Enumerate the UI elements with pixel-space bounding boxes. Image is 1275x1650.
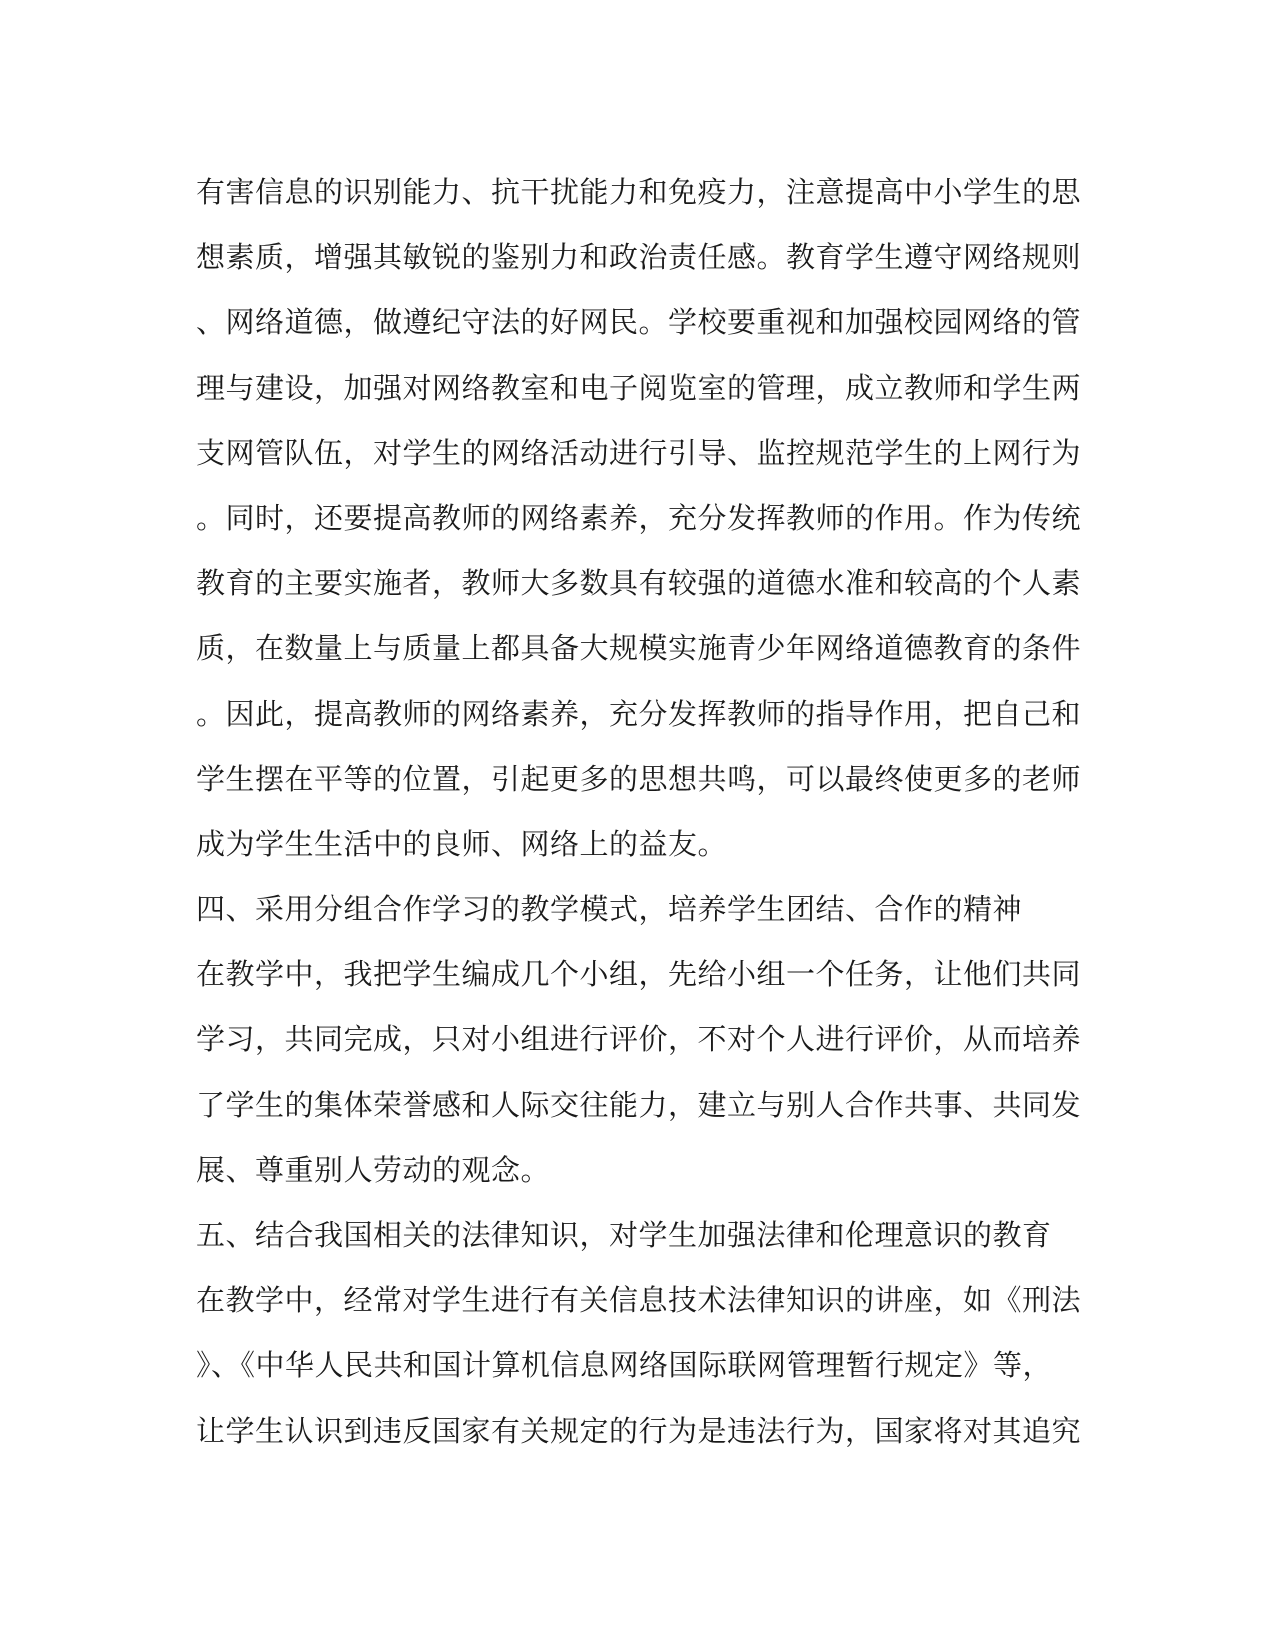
section-heading-4: 四、采用分组合作学习的教学模式，培养学生团结、合作的精神 [196, 892, 1023, 927]
text-line: 让学生认识到违反国家有关规定的行为是违法行为，国家将对其追究 [196, 1413, 1082, 1448]
text-line: 成为学生生活中的良师、网络上的益友。 [196, 826, 728, 861]
text-line: 。同时，还要提高教师的网络素养，充分发挥教师的作用。作为传统 [196, 500, 1082, 535]
text-line: 、网络道德，做遵纪守法的好网民。学校要重视和加强校园网络的管 [196, 305, 1082, 340]
text-line: 展、尊重别人劳动的观念。 [196, 1152, 551, 1187]
document-body [196, 160, 1082, 1464]
text-line: 质，在数量上与质量上都具备大规模实施青少年网络道德教育的条件 [196, 631, 1082, 666]
text-line: 教育的主要实施者，教师大多数具有较强的道德水准和较高的个人素 [196, 566, 1082, 601]
text-line: 有害信息的识别能力、抗干扰能力和免疫力，注意提高中小学生的思 [196, 175, 1082, 209]
text-line: 在教学中，我把学生编成几个小组，先给小组一个任务，让他们共同 [196, 957, 1082, 992]
text-line: 。因此，提高教师的网络素养，充分发挥教师的指导作用，把自己和 [196, 696, 1082, 731]
text-line: 理与建设，加强对网络教室和电子阅览室的管理，成立教师和学生两 [196, 370, 1082, 405]
text-line: 在教学中，经常对学生进行有关信息技术法律知识的讲座，如《刑法 [196, 1283, 1082, 1318]
text-line: 想素质，增强其敏锐的鉴别力和政治责任感。教育学生遵守网络规则 [196, 240, 1082, 275]
text-line: 学生摆在平等的位置，引起更多的思想共鸣，可以最终使更多的老师 [196, 761, 1082, 796]
section-heading-5: 五、结合我国相关的法律知识，对学生加强法律和伦理意识的教育 [196, 1218, 1052, 1252]
text-line: 了学生的集体荣誉感和人际交往能力，建立与别人合作共事、共同发 [196, 1087, 1082, 1122]
text-line: 学习，共同完成，只对小组进行评价，不对个人进行评价，从而培养 [196, 1022, 1082, 1057]
text-line: 》、《中华人民共和国计算机信息网络国际联网管理暂行规定》等， [196, 1348, 1053, 1383]
text-line: 支网管队伍，对学生的网络活动进行引导、监控规范学生的上网行为 [196, 435, 1082, 470]
